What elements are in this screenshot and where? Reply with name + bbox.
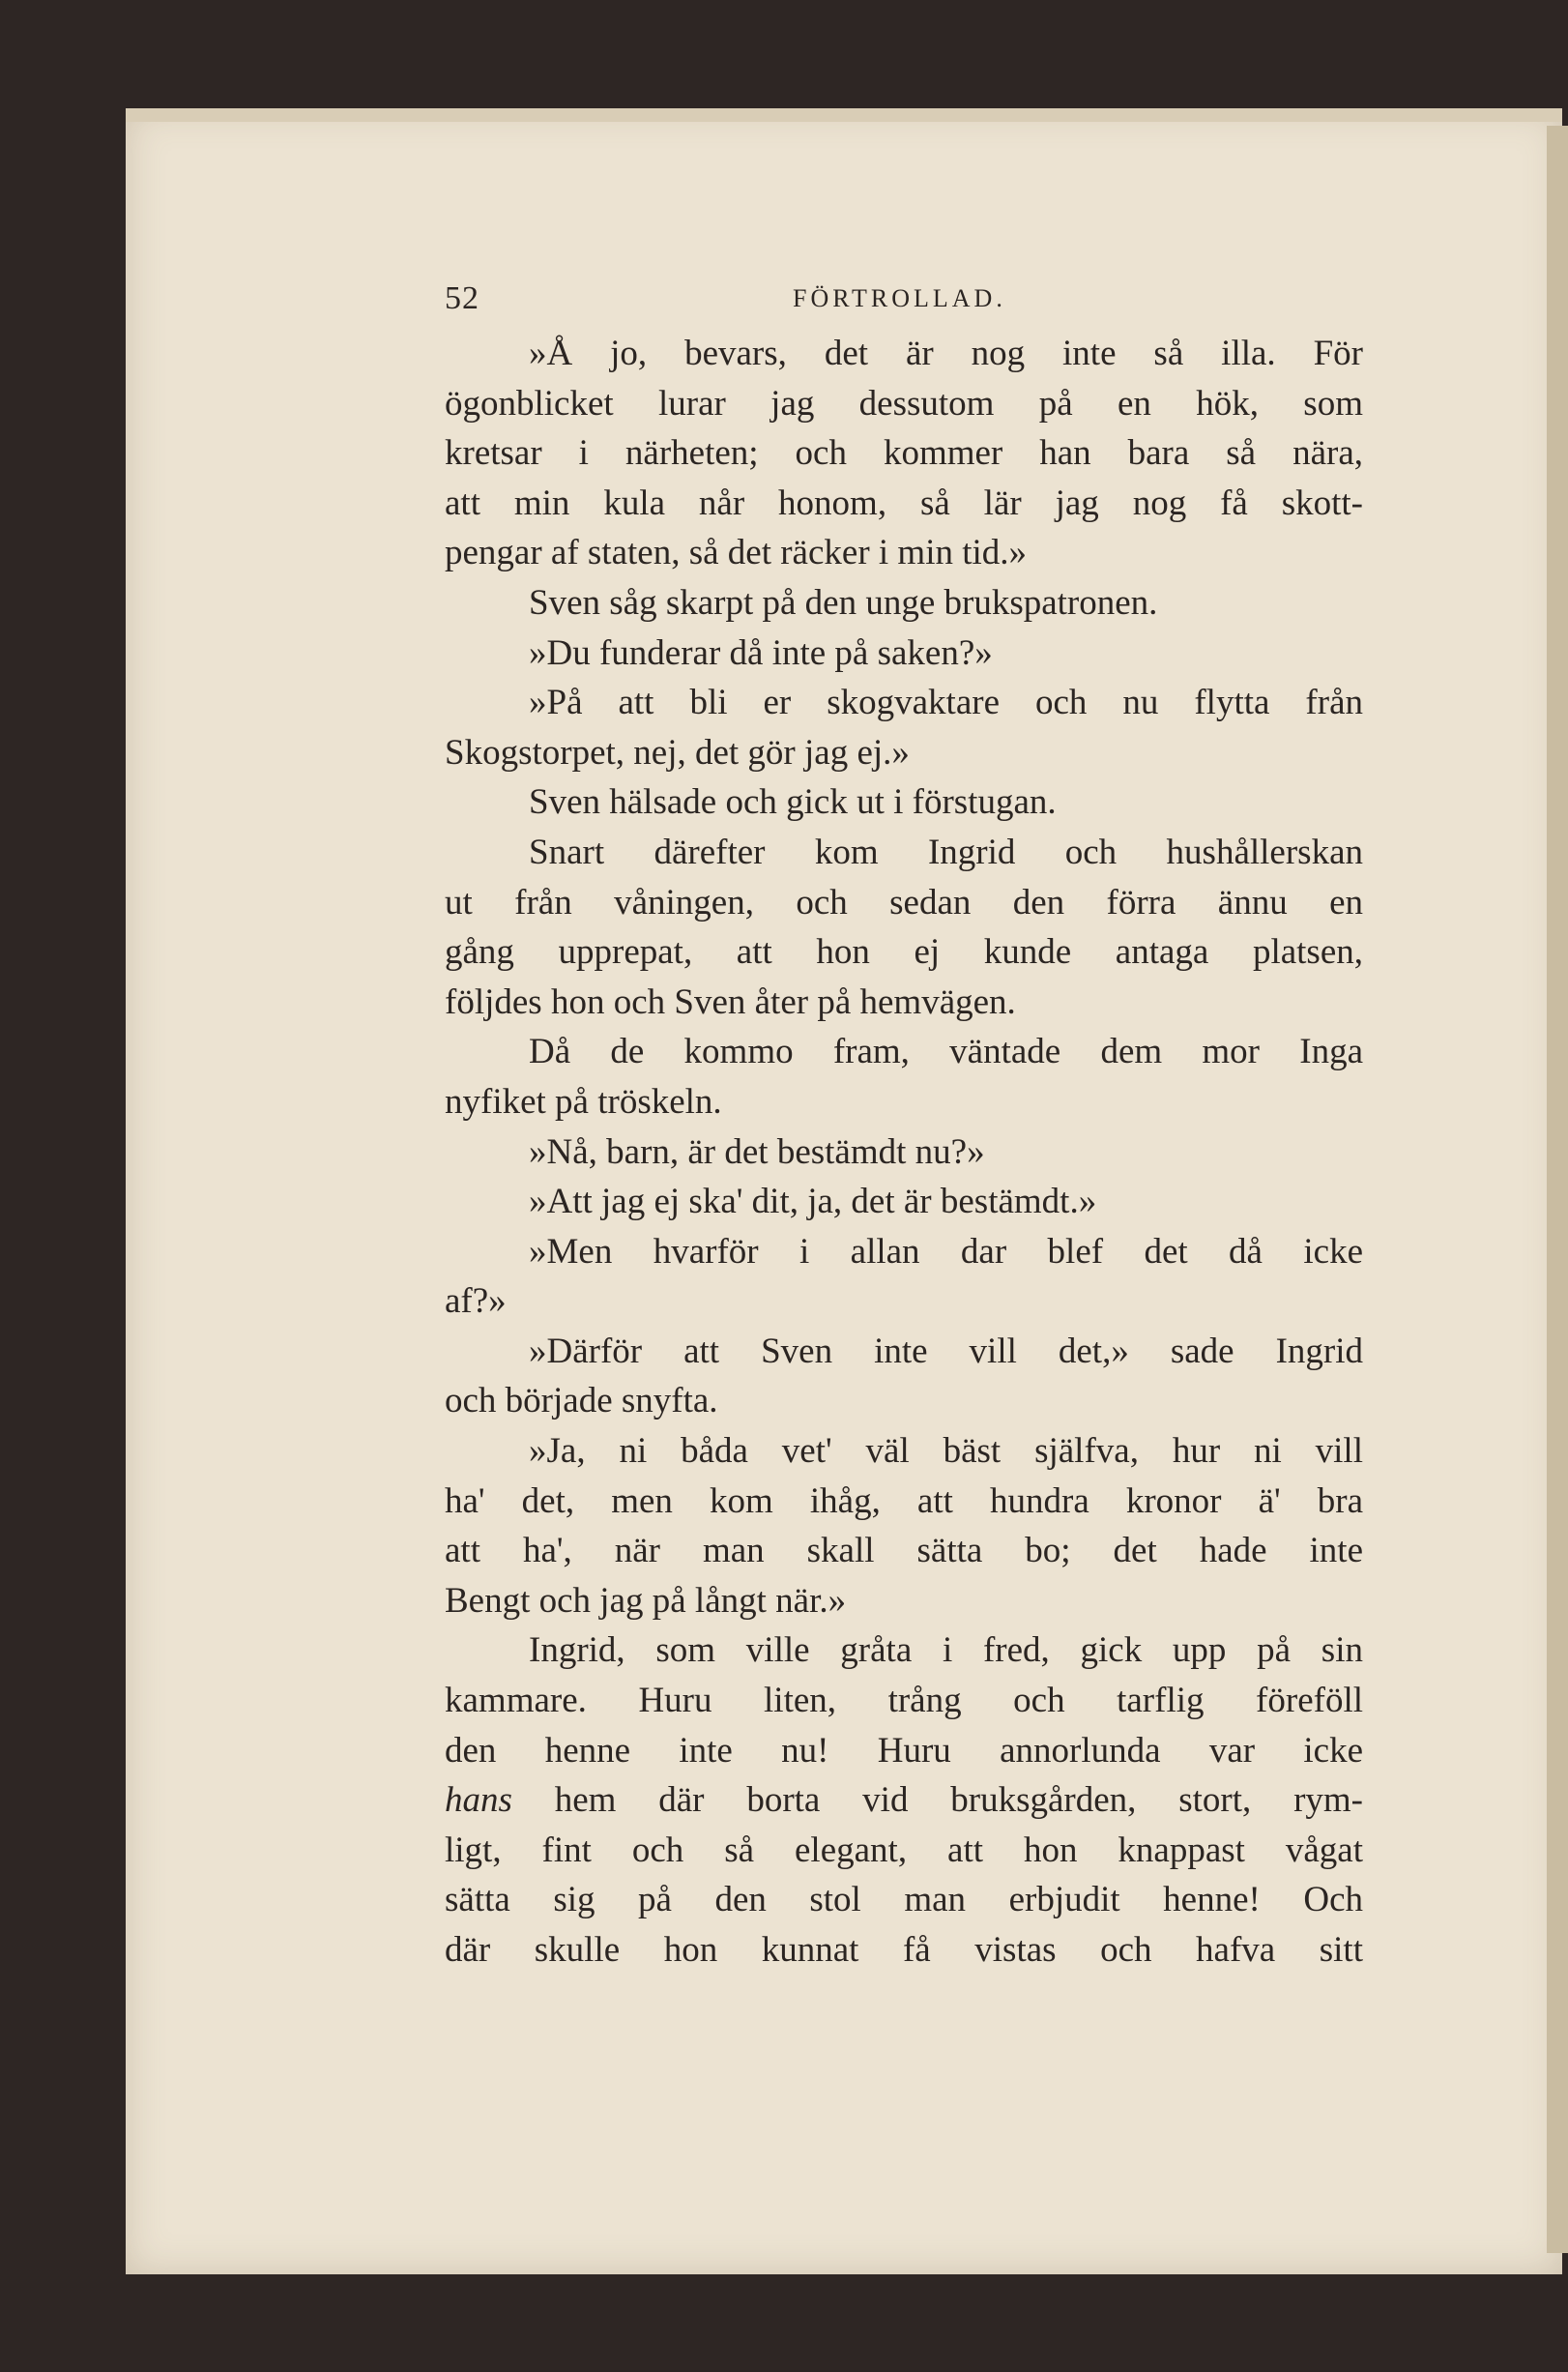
text-line: Skogstorpet, nej, det gör jag ej.»: [445, 732, 910, 773]
page-right-edge: [1547, 126, 1568, 2253]
text-line: följdes hon och Sven åter på hemvägen.: [445, 981, 1016, 1022]
text-line: den henne inte nu! Huru annorlunda var icke: [445, 1730, 1363, 1771]
text-line: ögonblicket lurar jag dessutom på en hök, som: [445, 383, 1363, 424]
text-line: ha' det, men kom ihåg, att hundra kronor ä' bra: [445, 1480, 1363, 1521]
italic-word: hans: [445, 1780, 512, 1821]
text-line: af?»: [445, 1281, 507, 1322]
text-line: »Nå, barn, är det bestämdt nu?»: [529, 1131, 985, 1172]
running-title: FÖRTROLLAD.: [793, 284, 1006, 312]
page-header: [445, 271, 1363, 329]
text-block: [445, 271, 1363, 1976]
page-top-edge: [126, 108, 1562, 122]
text-line: Snart därefter kom Ingrid och hushållerskan: [529, 832, 1363, 872]
text-line: Sven såg skarpt på den unge brukspatronen.: [529, 582, 1158, 623]
text-line: Bengt och jag på långt när.»: [445, 1580, 847, 1621]
text-line: »Därför att Sven inte vill det,» sade Ingrid: [529, 1331, 1363, 1371]
text-line: ut från våningen, och sedan den förra ännu en: [445, 882, 1363, 922]
text-line: att min kula når honom, så lär jag nog få skott-: [445, 483, 1363, 523]
text-line: »Å jo, bevars, det är nog inte så illa. För: [529, 334, 1363, 373]
text-line: »Ja, ni båda vet' väl bäst själfva, hur ni vill: [529, 1431, 1363, 1472]
text-line: »Men hvarför i allan dar blef det då icke: [529, 1231, 1363, 1272]
text-line: och började snyfta.: [445, 1381, 718, 1421]
text-line: ligt, fint och så elegant, att hon knappast vågat: [445, 1830, 1363, 1870]
text-line: där skulle hon kunnat få vistas och hafva sitt: [445, 1930, 1363, 1970]
text-line: nyfiket på tröskeln.: [445, 1081, 722, 1122]
page-number: 52: [445, 280, 479, 316]
text-line: kammare. Huru liten, trång och tarflig föreföll: [445, 1681, 1363, 1721]
text-line: kretsar i närheten; och kommer han bara så nära,: [445, 433, 1363, 474]
text-line: Ingrid, som ville gråta i fred, gick upp på sin: [529, 1630, 1363, 1671]
text-line-rest: hem där borta vid bruksgården, stort, rym-: [554, 1780, 1364, 1821]
text-line: pengar af staten, så det räcker i min tid.»: [445, 533, 1028, 573]
text-line: Sven hälsade och gick ut i förstugan.: [529, 782, 1057, 823]
text-line: »Du funderar då inte på saken?»: [529, 632, 993, 673]
text-line: att ha', när man skall sätta bo; det hade inte: [445, 1531, 1363, 1571]
text-line: sätta sig på den stol man erbjudit henne! Och: [445, 1880, 1363, 1920]
text-line: »Att jag ej ska' dit, ja, det är bestämdt.»: [529, 1182, 1097, 1222]
text-line: Då de kommo fram, väntade dem mor Inga: [529, 1032, 1363, 1072]
text-line-italic-start: [445, 1775, 1363, 1826]
text-line: gång upprepat, att hon ej kunde antaga platsen,: [445, 932, 1363, 973]
text-line: »På att bli er skogvaktare och nu flytta från: [529, 683, 1363, 723]
